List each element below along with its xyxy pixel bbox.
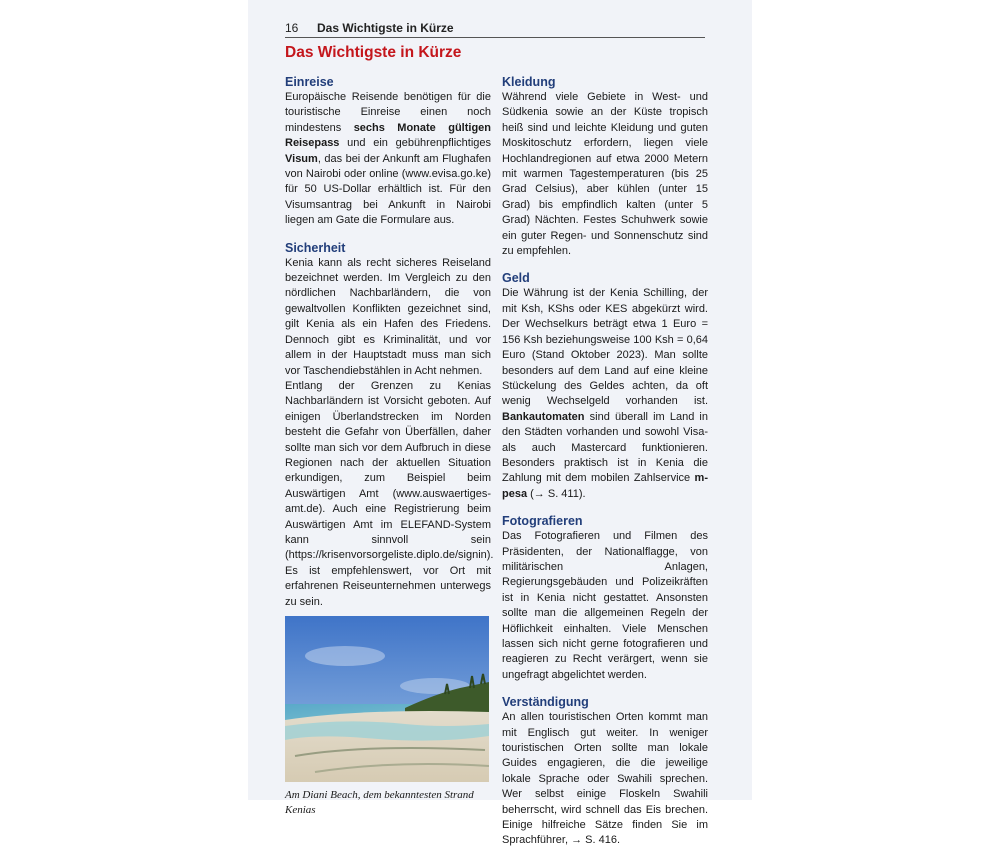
text-kleidung: Während viele Gebiete in West- und Südkenia sowie an der Küste tropisch heiß sind und leichte Kleidung und guten Moskitoschutz erfordern, liegen viele Hochlandregionen auf etwa 2000 Metern mit warmen Tagestemperaturen (bis 25 Grad Celsius), aber kühlen (unter 15 Grad) bis empfindlich kalten (unter 5 Grad) Nächten. Festes Schuhwerk sowie ein guter Regen- und Sonnenschutz sind zu empfehlen. (502, 91, 708, 258)
text-fotografieren: Das Fotografieren und Filmen des Präsidenten, der Nationalflagge, von militärischen Anlagen, Regierungsgebäuden und Polizeikräften ist in Kenia nicht gestattet. Ansonsten sollte man die allgemeinen Regeln der Höflichkeit einhalten. Viele Menschen lassen sich nicht gerne fotografieren und reagieren zu Recht verärgert, wenn sie ungefragt abgelichtet werden. (502, 530, 708, 681)
text-geld (502, 286, 708, 502)
page-title: Das Wichtigste in Kürze (285, 44, 462, 61)
running-title: Das Wichtigste in Kürze (317, 21, 454, 35)
section-einreise (285, 74, 491, 229)
left-column (285, 74, 494, 817)
text-run: und ein gebührenpflichtiges (339, 137, 491, 150)
text-verstaendigung: An allen touristischen Orten kommt man mit Englisch gut weiter. In weniger touristischen Orten sollte man lokale Guides engagieren, die die jeweilige lokale Sprache oder Swahili sprechen. Wer selbst einige Floskeln Swahili beherrscht, wird schnell das Eis brechen. Einige hilfreiche Sätze finden Sie im Sprachführer, → S. 416. (502, 711, 708, 847)
text-einreise (285, 90, 491, 229)
heading-fotografieren: Fotografieren (502, 514, 583, 529)
heading-sicherheit: Sicherheit (285, 240, 346, 255)
page-number: 16 (285, 21, 299, 35)
text-run: sind überall im Land in den Städten vorhanden und sowohl Visa- als auch Mastercard funktionieren. Besonders praktisch ist in Kenia die Zahlung mit dem mobilen Zahlservice (502, 410, 708, 485)
beach-photo-image (285, 616, 489, 782)
heading-einreise: Einreise (285, 75, 334, 89)
text-run: Die Währung ist der Kenia Schilling, der mit Ksh, KShs oder KES abgekürzt wird. Der Wechselkurs beträgt etwa 1 Euro = 156 Ksh beziehungsweise 100 Ksh = 0,64 Euro (Stand Oktober 2023). Man sollte besonders auf dem Land auf eine kleine Stückelung des Geldes achten, da oft wenig Wechselgeld vorhanden ist. (502, 287, 708, 408)
section-geld (502, 270, 708, 502)
heading-geld: Geld (502, 271, 530, 286)
text-run: Europäische Reisende benötigen für die touristische Einreise einen noch mindestens (285, 91, 491, 134)
bold-visum: Visum (285, 152, 318, 165)
text-sicherheit-2: Entlang der Grenzen zu Kenias Nachbarländern ist Vorsicht geboten. Auf einigen Überlandstrecken im Norden besteht die Gefahr von Überfällen, daher sollte man sich vor dem Aufbruch in diese Regionen nach der aktuellen Situation erkundigen, zum Beispiel beim Auswärtigen Amt (www.auswaertiges-amt.de). Auch eine Registrierung beim Auswärtigen Amt im ELEFAND-System kann sinnvoll sein (https://krisenvorsorgeliste.diplo.de/signin). Es ist empfehlenswert, vor Ort mit erfahrenen Reiseunternehmen unterwegs zu sein. (285, 379, 494, 608)
photo-caption: Am Diani Beach, dem bekanntesten Strand Kenias (285, 789, 474, 816)
beach-photo (285, 616, 489, 782)
heading-kleidung: Kleidung (502, 75, 556, 89)
book-page (248, 0, 752, 847)
text-run: (→ S. 411). (527, 487, 586, 500)
bold-mpesa: m-pesa (502, 472, 708, 500)
section-fotografieren (502, 513, 708, 683)
section-kleidung (502, 74, 708, 259)
running-header (285, 20, 705, 38)
section-verstaendigung (502, 694, 708, 849)
bold-passport: sechs Monate gültigen Reisepass (285, 121, 491, 150)
section-sicherheit (285, 240, 494, 610)
text-sicherheit-1: Kenia kann als recht sicheres Reiseland bezeichnet werden. Im Vergleich zu den nördlichen Nachbarländern, die von gewaltvollen Konflikten gezeichnet sind, gilt Kenia als ein Hafen des Friedens. Dennoch gibt es Kriminalität, und vor allem in der Hauptstadt muss man sich vor Taschendiebstählen in Acht nehmen. (285, 256, 491, 377)
heading-verstaendigung: Verständigung (502, 695, 589, 710)
text-run: , das bei der Ankunft am Flughafen von Nairobi oder online (www.evisa.go.ke) für 50 US-Dollar erhältlich ist. Für den Visumsantrag bei Ankunft in Nairobi liegen am Gate die Formulare aus. (285, 152, 491, 227)
right-column (502, 74, 708, 849)
bold-bankautomaten: Bankautomaten (502, 410, 585, 423)
